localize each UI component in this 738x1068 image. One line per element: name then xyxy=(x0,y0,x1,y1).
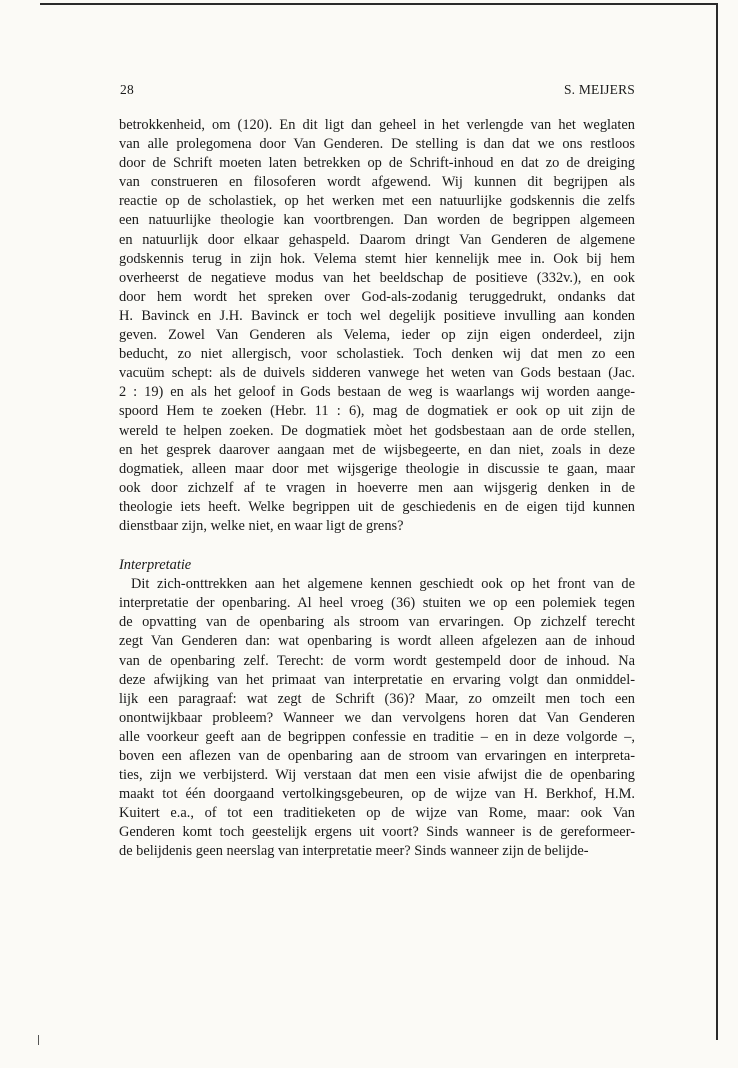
top-border-line xyxy=(40,3,718,5)
text-line: door hem wordt het spreken over God-als-zodanig teruggedrukt, ondanks dat xyxy=(119,288,635,305)
text-line: dogmatiek, alleen maar door met wijsgerige theologie in discussie te gaan, maar xyxy=(119,460,635,477)
paragraph-2 xyxy=(119,575,635,861)
text-line: beducht, zo niet allergisch, voor scholastiek. Toch denken wij dat men zo een xyxy=(119,346,635,363)
text-line: zegt Van Genderen dan: wat openbaring is wordt alleen afgelezen aan de inhoud xyxy=(119,633,635,650)
text-line: geven. Zowel Van Genderen als Velema, ieder op zijn eigen onderdeel, zijn xyxy=(119,327,635,344)
text-line: betrokkenheid, om (120). En dit ligt dan geheel in het verlengde van het weglaten xyxy=(119,117,635,133)
text-line: dienstbaar zijn, welke niet, en waar ligt de grens? xyxy=(119,517,404,534)
paragraph-1 xyxy=(119,116,635,536)
text-line: alle voorkeur geeft aan de begrippen confessie en traditie – en in deze volgorde –, xyxy=(119,728,635,745)
text-line: van de openbaring zelf. Terecht: de vorm wordt gestempeld door de inhoud. Na xyxy=(119,652,635,669)
text-line: Dit zich-onttrekken aan het algemene kennen geschiedt ook op het front van de xyxy=(131,576,635,593)
text-line: de belijdenis geen neerslag van interpretatie meer? Sinds wanneer zijn de belijde- xyxy=(119,843,589,860)
text-line: vacuüm schept: als de duivels sidderen vanwege het weten van Gods bestaan (Jac. xyxy=(119,365,635,382)
margin-mark xyxy=(38,1035,39,1045)
text-line: 2 : 19) en als het geloof in Gods bestaan de weg is waarlangs wij worden aange- xyxy=(119,384,635,401)
section-gap xyxy=(119,536,635,556)
right-border-line xyxy=(716,3,718,1040)
text-line: de opvatting van de openbaring als stroom van ervaringen. Op zichzelf terecht xyxy=(119,614,635,631)
running-head-author: S. MEIJERS xyxy=(563,82,635,97)
text-line: door de Schrift moeten laten betrekken op de Schrift-inhoud en dat zo de dreiging xyxy=(119,155,635,172)
text-line: Kuitert e.a., of tot een traditieketen op de wijze van Rome, maar: ook Van xyxy=(119,805,635,822)
text-line: H. Bavinck en J.H. Bavinck er toch wel degelijk positieve invulling aan konden xyxy=(119,307,635,324)
text-line: en het gesprek daarover aangaan met de wijsbegeerte, en dan niet, zoals in deze xyxy=(119,441,635,458)
text-line: maakt tot één doorgaand vertolkingsgebeuren, op de wijze van H. Berkhof, H.M. xyxy=(119,786,635,803)
text-line: Genderen komt toch geestelijk ergens uit voort? Sinds wanneer is de gereformeer- xyxy=(119,824,635,841)
running-header xyxy=(120,82,635,98)
text-line: interpretatie der openbaring. Al heel vroeg (36) stuiten we op een polemiek tegen xyxy=(119,595,635,612)
text-line: van alle prolegomena door Van Genderen. De stelling is dan dat we ons restloos xyxy=(119,136,635,153)
text-line: onontwijkbaar probleem? Wanneer we dan vervolgens horen dat Van Genderen xyxy=(119,709,635,726)
body-text xyxy=(119,116,635,862)
text-line: spoord Hem te zoeken (Hebr. 11 : 6), mag de dogmatiek er ook op uit zijn de xyxy=(119,403,635,420)
page-number: 28 xyxy=(120,82,134,97)
text-line: van construeren en filosoferen wordt afgewend. Wij kunnen dit begrijpen als xyxy=(119,174,635,191)
text-line: theologie iets heeft. Welke begrippen uit de geschiedenis en de eigen tijd kunnen xyxy=(119,498,635,515)
text-line: een natuurlijke theologie kan voortbrengen. Dan worden de begrippen algemeen xyxy=(119,212,635,229)
text-line: deze afwijking van het primaat van interpretatie en ervaring volgt dan onmiddel- xyxy=(119,671,635,688)
text-line: en natuurlijk door elkaar gehaspeld. Daarom dringt Van Genderen de algemene xyxy=(119,231,635,248)
text-line: lijk een paragraaf: wat zegt de Schrift (36)? Maar, zo omzeilt men toch een xyxy=(119,690,635,707)
text-line: reactie op de scholastiek, op het werken met een natuurlijke godskennis die zelfs xyxy=(119,193,635,210)
text-line: ook door zichzelf af te vragen in hoeverre men aan wijsgerig denken in de xyxy=(119,479,635,496)
text-line: overheerst de negatieve modus van het beeldschap de positieve (332v.), en ook xyxy=(119,269,635,286)
section-heading: Interpretatie xyxy=(119,557,192,574)
text-line: boven een aflezen van de openbaring aan de stroom van ervaringen en interpreta- xyxy=(119,748,635,764)
text-line: wereld te helpen zoeken. De dogmatiek mòet het godsbestaan aan de orde stellen, xyxy=(119,422,635,439)
text-line: godskennis terug in zijn hok. Velema stemt hier kennelijk mee in. Ook bij hem xyxy=(119,250,635,267)
text-line: ties, zijn we verbijsterd. Wij verstaan dat men een visie afwijst die de openbaring xyxy=(119,767,635,784)
